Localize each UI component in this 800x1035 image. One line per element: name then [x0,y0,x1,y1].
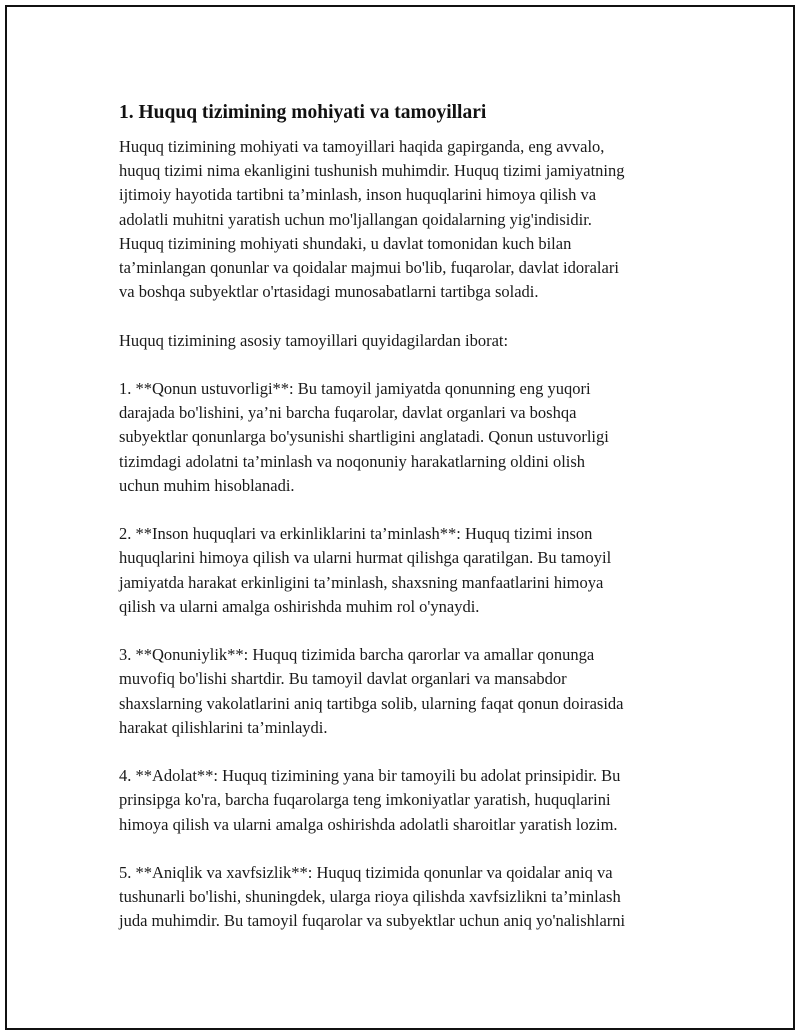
paragraph-principle-1 [119,377,697,498]
text-line: harakat qilishlarini ta’minlaydi. [119,717,328,737]
text-line: qilish va ularni amalga oshirishda muhim rol o'ynaydi. [119,596,480,616]
paragraph-principle-4 [119,764,697,837]
paragraph-principle-2 [119,522,697,619]
text-line: 3. **Qonuniylik**: Huquq tizimida barcha qarorlar va amallar qonunga [119,645,595,665]
text-line: tizimdagi adolatni ta’minlash va noqonuniy harakatlarning oldini olish [119,451,586,471]
text-line: shaxslarning vakolatlarini aniq tartibga solib, ularning faqat qonun doirasida [119,693,624,713]
text-line: va boshqa subyektlar o'rtasidagi munosabatlarni tartibga soladi. [119,282,539,302]
text-line: 1. **Qonun ustuvorligi**: Bu tamoyil jamiyatda qonunning eng yuqori [119,379,591,398]
text-line: Huquq tizimining mohiyati shundaki, u davlat tomonidan kuch bilan [119,233,572,253]
text-line: 4. **Adolat**: Huquq tizimining yana bir tamoyili bu adolat prinsipidir. Bu [119,766,621,786]
text-line: ta’minlangan qonunlar va qoidalar majmui bo'lib, fuqarolar, davlat idoralari [119,258,619,278]
paragraph-principle-3 [119,643,697,740]
page-frame [5,5,795,1030]
text-line: huquq tizimi nima ekanligini tushunish muhimdir. Huquq tizimi jamiyatning [119,161,625,181]
text-line: Huquq tizimining mohiyati va tamoyillari haqida gapirganda, eng avvalo, [119,137,605,156]
text-line: uchun muhim hisoblanadi. [119,475,295,495]
document-body [119,99,697,958]
paragraph-intro [119,135,697,304]
text-line: huquqlarini himoya qilish va ularni hurmat qilishga qaratilgan. Bu tamoyil [119,548,612,568]
text-line: muvofiq bo'lishi shartdir. Bu tamoyil davlat organlari va mansabdor [119,669,567,689]
text-line: darajada bo'lishini, ya’ni barcha fuqarolar, davlat organlari va boshqa [119,403,577,423]
text-line: 5. **Aniqlik va xavfsizlik**: Huquq tizimida qonunlar va qoidalar aniq va [119,863,613,882]
text-line: Huquq tizimining asosiy tamoyillari quyidagilardan iborat: [119,330,509,350]
text-line: 2. **Inson huquqlari va erkinliklarini ta’minlash**: Huquq tizimi inson [119,524,593,544]
text-line: himoya qilish va ularni amalga oshirishda adolatli sharoitlar yaratish lozim. [119,814,618,834]
text-line: jamiyatda harakat erkinligini ta’minlash, shaxsning manfaatlarini himoya [119,572,604,592]
text-line: ijtimoiy hayotida tartibni ta’minlash, inson huquqlarini himoya qilish va [119,185,597,205]
text-line: subyektlar qonunlarga bo'ysunishi shartligini anglatadi. Qonun ustuvorligi [119,427,609,447]
section-heading: 1. Huquq tizimining mohiyati va tamoyillari [119,102,487,123]
text-line: tushunarli bo'lishi, shuningdek, ularga rioya qilishda xavfsizlikni ta’minlash [119,887,621,907]
text-line: prinsipga ko'ra, barcha fuqarolarga teng imkoniyatlar yaratish, huquqlarini [119,790,611,810]
text-line: juda muhimdir. Bu tamoyil fuqarolar va subyektlar uchun aniq yo'nalishlarni [119,911,626,931]
paragraph-principle-5 [119,861,697,934]
text-line: adolatli muhitni yaratish uchun mo'ljallangan qoidalarning yig'indisidir. [119,209,592,229]
paragraph-principles-lead [119,329,697,353]
